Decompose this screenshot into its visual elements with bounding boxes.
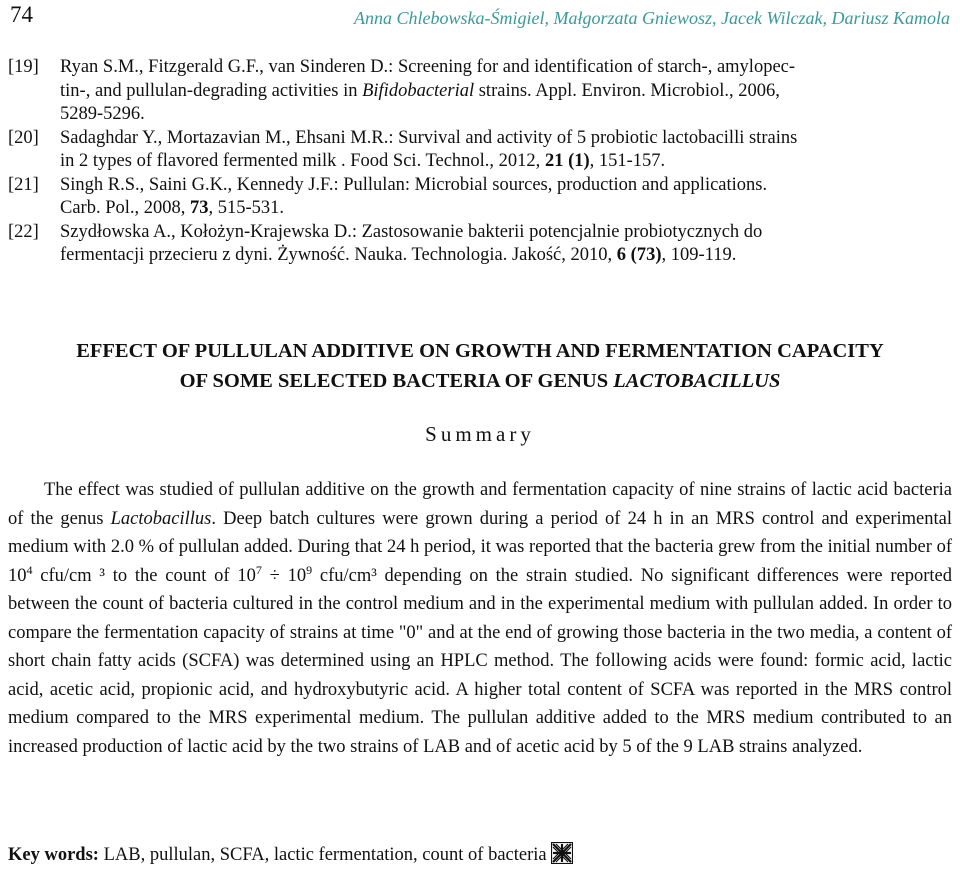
summary-heading: Summary	[425, 422, 535, 446]
reference-item: [21] Singh R.S., Saini G.K., Kennedy J.F.: Pullulan: Microbial sources, production and applications. Carb. Pol., 2008, 73, 515-531.	[8, 174, 768, 218]
reference-number: [19]	[8, 57, 39, 77]
keywords-label: Key words:	[8, 845, 99, 865]
page-number: 74	[10, 2, 33, 27]
abstract-text: The effect was studied of pullulan additive on the growth and fermentation capacity of nine strains of lactic acid bacteria of the genus Lactobacillus. Deep batch cultures were grown during a period of 24 h in an MRS control and experimental medium with 2.0 % of pullulan added. During that 24 h period, it was reported that the bacteria grew from the initial number of $10^4$ cfu/cm ³ to the count of $10^7 \div 10^9$ cfu/cm³ depending on the strain studied. No significant differences were reported between the count of bacteria cultured in the control medium and in the experimental medium with pullulan added. In order to compare the fermentation capacity of strains at time "0" and at the end of growing those bacteria in the two media, a content of short chain fatty acids (SCFA) was determined using an HPLC method. The following acids were found: formic acid, lactic acid, acetic acid, propionic acid, and hydroxybutyric acid. A higher total content of SCFA was reported in the MRS control medium compared to the MRS experimental medium. The pullulan additive added to the MRS medium contributed to an increased production of lactic acid by the two strains of LAB and of acetic acid by 5 of the 9 LAB strains analyzed.	[8, 480, 952, 757]
reference-item: [19] Ryan S.M., Fitzgerald G.F., van Sinderen D.: Screening for and identification of starch-, amylopec- tin-, and pullulan-degrading activities in Bifidobacterial strains. Appl. Environ. Microbiol., 2006, 5289-5296.	[8, 57, 796, 124]
reference-item: [20] Sadaghdar Y., Mortazavian M., Ehsani M.R.: Survival and activity of 5 probiotic lactobacilli strains in 2 types of flavored fermented milk . Food Sci. Technol., 2012, 21 (1), 151-157.	[8, 127, 798, 171]
reference-list	[8, 56, 952, 268]
running-authors: Anna Chlebowska-Śmigiel, Małgorzata Gniewosz, Jacek Wilczak, Dariusz Kamola	[354, 8, 950, 28]
keywords-line	[8, 842, 573, 866]
keywords-text: LAB, pullulan, SCFA, lactic fermentation, count of bacteria	[98, 845, 547, 865]
end-mark-icon	[551, 842, 573, 864]
reference-item: [22] Szydłowska A., Kołożyn-Krajewska D.: Zastosowanie bakterii potencjalnie probiotycznych do fermentacji przecieru z dyni. Żywność. Nauka. Technologia. Jakość, 2010, 6 (73), 109-119.	[8, 221, 763, 265]
paper-title: EFFECT OF PULLULAN ADDITIVE ON GROWTH AND FERMENTATION CAPACITY OF SOME SELECTED BACTERIA OF GENUS LACTOBACILLUS	[76, 340, 884, 392]
reference-number: [20]	[8, 127, 39, 148]
reference-number: [21]	[8, 174, 39, 195]
page-header	[10, 2, 950, 32]
reference-number: [22]	[8, 221, 39, 242]
